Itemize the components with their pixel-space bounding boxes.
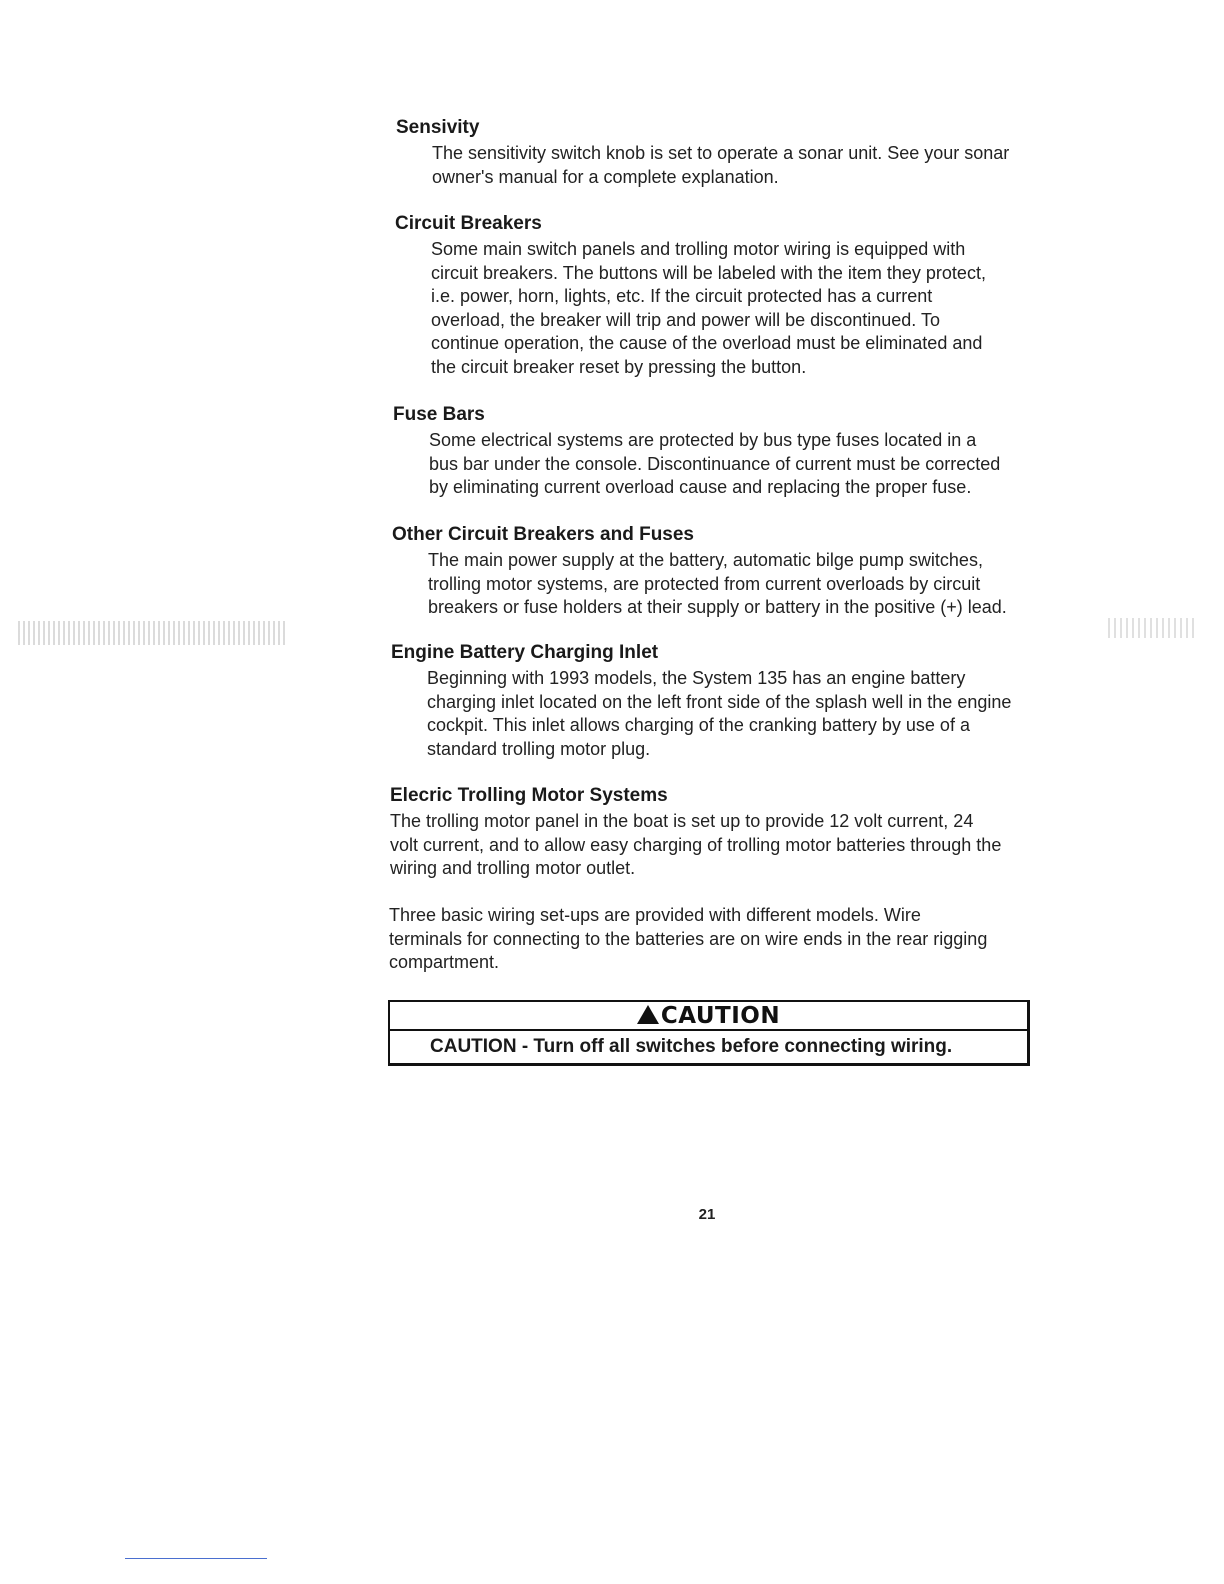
body-line: wiring and trolling motor outlet. [390,858,636,879]
body-line: Some electrical systems are protected by bus type fuses located in a [429,430,977,450]
section-body [432,142,1009,189]
section-heading: Elecric Trolling Motor Systems [390,785,668,806]
caution-title: CAUTION [660,1003,781,1029]
section-heading: Sensivity [396,117,480,138]
body-line: i.e. power, horn, lights, etc. If the circuit protected has a current [431,286,933,307]
caution-message: CAUTION - Turn off all switches before connecting wiring. [430,1036,953,1057]
body-line: trolling motor systems, are protected from current overloads by circuit [428,573,981,594]
body-line: charging inlet located on the left front side of the splash well in the engine [427,691,1012,712]
body-line: Three basic wiring set-ups are provided with different models. Wire [389,905,921,925]
body-line: terminals for connecting to the batteries are on wire ends in the rear rigging [389,928,988,949]
body-line: compartment. [389,952,500,973]
body-line: circuit breakers. The buttons will be labeled with the item they protect, [431,262,986,283]
page-number: 21 [698,1206,716,1223]
body-line: owner's manual for a complete explanation. [432,166,779,187]
section-body [390,810,1001,881]
section-sensitivity [396,116,1009,189]
section-body [428,549,1007,620]
scan-noise-left [18,621,286,645]
section-body [427,667,1011,761]
body-line: The trolling motor panel in the boat is set up to provide 12 volt current, 24 [390,811,974,831]
caution-box [388,1000,1030,1066]
section-body [431,238,986,380]
section-heading: Fuse Bars [393,404,485,425]
body-line: cockpit. This inlet allows charging of the cranking battery by use of a [427,715,970,736]
section-heading: Circuit Breakers [395,213,542,234]
section-heading: Other Circuit Breakers and Fuses [392,524,694,545]
body-line: bus bar under the console. Discontinuance of current must be corrected [429,453,1001,474]
body-line: the circuit breaker reset by pressing the button. [431,356,807,377]
body-line: overload, the breaker will trip and power will be discontinued. To [431,309,940,330]
body-line: standard trolling motor plug. [427,738,651,759]
section-charging-inlet [391,641,1011,761]
section-trolling-motor-systems [390,784,1001,881]
wiring-setups-paragraph [389,904,987,975]
section-circuit-breakers [395,212,986,380]
caution-header [390,1002,1027,1031]
scan-noise-right [1108,618,1198,638]
body-line: volt current, and to allow easy charging of trolling motor batteries through the [390,834,1002,855]
section-fuse-bars [393,403,1000,500]
body-line: Some main switch panels and trolling motor wiring is equipped with [431,239,966,259]
section-other-breakers-fuses [392,523,1007,620]
warning-triangle-icon [637,1005,659,1024]
section-heading: Engine Battery Charging Inlet [391,642,659,663]
body-line: The main power supply at the battery, automatic bilge pump switches, [428,550,983,570]
body-line: Beginning with 1993 models, the System 135 has an engine battery [427,668,966,688]
body-line: The sensitivity switch knob is set to operate a sonar unit. See your sonar [432,143,1010,163]
section-body [429,429,1000,500]
body-line: by eliminating current overload cause and replacing the proper fuse. [429,477,972,498]
body-line: breakers or fuse holders at their supply or battery in the positive (+) lead. [428,597,1007,618]
body-line: continue operation, the cause of the overload must be eliminated and [431,333,983,354]
scan-edge-line [125,1558,267,1559]
